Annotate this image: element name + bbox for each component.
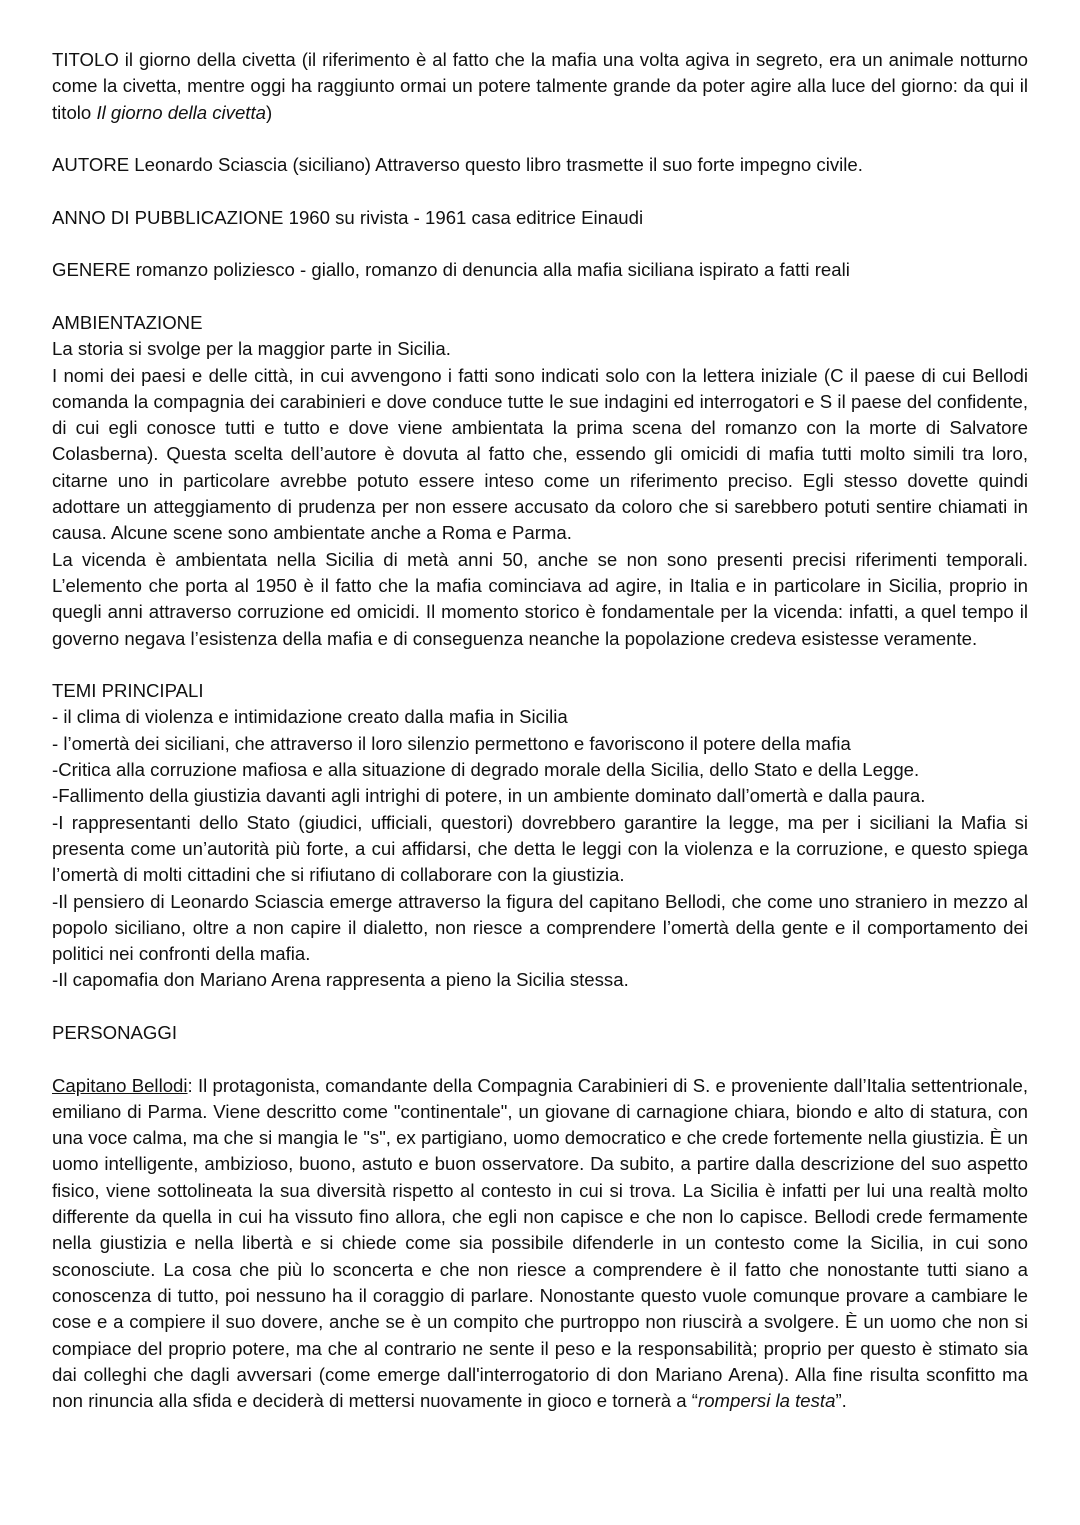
spacer	[52, 231, 1028, 257]
temi-item: -Il capomafia don Mariano Arena rappresenta a pieno la Sicilia stessa.	[52, 969, 629, 991]
bellodi-italic: rompersi la testa	[698, 1390, 836, 1412]
temi-item: -I rappresentanti dello Stato (giudici, ufficiali, questori) dovrebbero garantire la legge, ma per i siciliani la Mafia si presenta come un’autorità più forte, a cui affidarsi, che detta le leggi con la violenza e la corruzione, e questo spiega l’omertà di molti cittadini che si rifiutano di collaborare con la giustizia.	[52, 811, 1028, 886]
genere-paragraph: GENERE romanzo poliziesco - giallo, romanzo di denuncia alla mafia siciliana ispirato a fatti reali	[52, 259, 850, 281]
bellodi-paragraph	[52, 1073, 1028, 1415]
personaggi-heading: PERSONAGGI	[52, 1021, 178, 1043]
titolo-paragraph	[52, 47, 1028, 126]
ambientazione-paragraph-1: I nomi dei paesi e delle città, in cui avvengono i fatti sono indicati solo con la lettera iniziale (C il paese di cui Bellodi comanda la compagnia dei carabinieri e dove conduce tutte le sue indagini ed interrogatori e S il paese del confidente, di cui egli conosce tutti e tutto e dove viene ambientata la prima scena del romanzo con la morte di Salvatore Colasberna). Questa scelta dell’autore è dovuta al fatto che, essendo gli omicidi di mafia tutti molto simili tra loro, citarne uno in particolare avrebbe potuto essere inteso come un riferimento preciso. Egli stesso dovette quindi adottare un atteggiamento di prudenza per non essere accusato da coloro che si sarebbero potuti sentire chiamati in causa. Alcune scene sono ambientate anche a Roma e Parma.	[52, 364, 1028, 544]
spacer	[52, 126, 1028, 152]
anno-paragraph: ANNO DI PUBBLICAZIONE 1960 su rivista - 1961 casa editrice Einaudi	[52, 206, 644, 228]
titolo-close: )	[265, 101, 273, 123]
ambientazione-line: La storia si svolge per la maggior parte in Sicilia.	[52, 338, 451, 360]
titolo-italic: Il giorno della civetta	[96, 101, 266, 123]
ambientazione-heading: AMBIENTAZIONE	[52, 311, 203, 333]
temi-heading: TEMI PRINCIPALI	[52, 680, 204, 702]
bellodi-end: ”.	[835, 1390, 847, 1412]
spacer	[52, 994, 1028, 1020]
spacer	[52, 652, 1028, 678]
ambientazione-paragraph-2: La vicenda è ambientata nella Sicilia di metà anni 50, anche se non sono presenti precisi riferimenti temporali. L’elemento che porta al 1950 è il fatto che la mafia cominciava ad agire, in Italia e in particolare in Sicilia, proprio in quegli anni attraverso corruzione ed omicidi. Il momento storico è fondamentale per la vicenda: infatti, a quel tempo il governo negava l’esistenza della mafia e di conseguenza neanche la popolazione credeva esistesse veramente.	[52, 548, 1028, 649]
temi-item: - l’omertà dei siciliani, che attraverso il loro silenzio permettono e favoriscono il potere della mafia	[52, 732, 851, 754]
temi-item: -Il pensiero di Leonardo Sciascia emerge attraverso la figura del capitano Bellodi, che come uno straniero in mezzo al popolo siciliano, oltre a non capire il dialetto, non riesce a comprendere l’omertà della gente e il comportamento dei politici nei confronti della mafia.	[52, 890, 1028, 965]
bellodi-text: : Il protagonista, comandante della Compagnia Carabinieri di S. e proveniente dall’Italia settentrionale, emiliano di Parma. Viene descritto come "continentale", un giovane di carnagione chiara, biondo e alto di statura, con una voce calma, ma che si mangia le "s", ex partigiano, uomo democratico e che crede fortemente nella giustizia. È un uomo intelligente, ambizioso, buono, astuto e buon osservatore. Da subito, a partire dalla descrizione del suo aspetto fisico, viene sottolineata la sua diversità rispetto al contesto in cui si trova. La Sicilia è infatti per lui una realtà molto differente da quella in cui ha vissuto fino allora, che egli non capisce e che non lo capisce. Bellodi crede fermamente nella giustizia e nella libertà e si chiede come sia possibile difenderle in un contesto come la Sicilia, in cui sono sconosciute. La cosa che più lo sconcerta e che non riesce a comprendere è il fatto che nonostante tutti siano a conoscenza di tutto, poi nessuno ha il coraggio di parlare. Nonostante questo vuole comunque provare a cambiare le cose e a compiere il suo dovere, anche se è un compito che purtroppo non riuscirà a svolgere. È un uomo che non si compiace del proprio potere, ma che al contrario ne sente il peso e la responsabilità; proprio per questo è stimato sia dai colleghi che dagli avversari (come emerge dall'interrogatorio di don Mariano Arena). Alla fine risulta sconfitto ma non rinuncia alla sfida e deciderà di mettersi nuovamente in gioco e tornerà a “	[52, 1074, 1028, 1412]
autore-paragraph: AUTORE Leonardo Sciascia (siciliano) Attraverso questo libro trasmette il suo forte impegno civile.	[52, 154, 863, 176]
temi-item: -Fallimento della giustizia davanti agli intrighi di potere, in un ambiente dominato dall’omertà e dalla paura.	[52, 785, 926, 807]
bellodi-label: Capitano Bellodi	[52, 1074, 188, 1096]
spacer	[52, 284, 1028, 310]
spacer	[52, 1046, 1028, 1072]
temi-item: -Critica alla corruzione mafiosa e alla situazione di degrado morale della Sicilia, dello Stato e della Legge.	[52, 759, 920, 781]
spacer	[52, 178, 1028, 204]
titolo-text: TITOLO il giorno della civetta (il riferimento è al fatto che la mafia una volta agiva in segreto, era un animale notturno come la civetta, mentre oggi ha raggiunto ormai un potere talmente grande da poter agire alla luce del giorno: da qui il titolo	[52, 49, 1028, 123]
temi-item: - il clima di violenza e intimidazione creato dalla mafia in Sicilia	[52, 706, 568, 728]
